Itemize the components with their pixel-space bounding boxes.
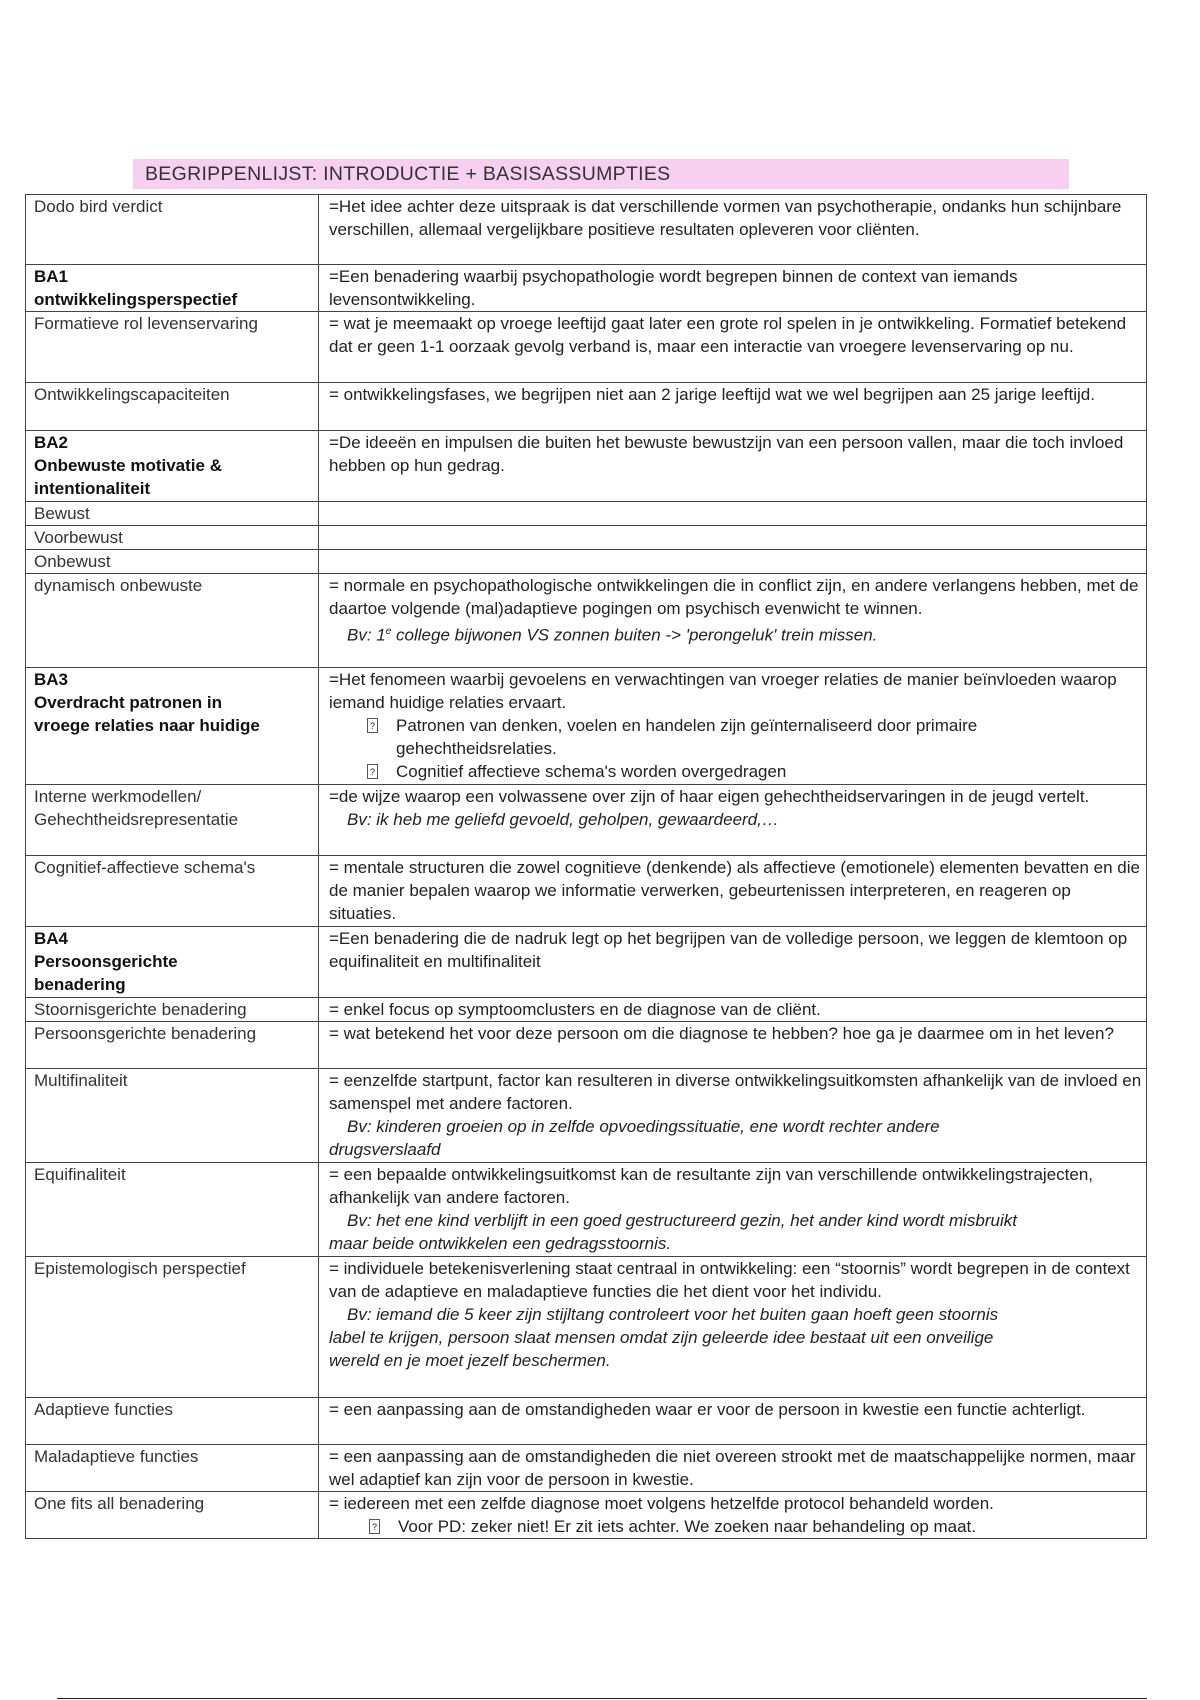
table-row xyxy=(26,526,1147,550)
table-row xyxy=(26,502,1147,526)
bullet-box-icon: ? xyxy=(367,764,378,779)
definition-text: = eenzelfde startpunt, factor kan resulteren in diverse ontwikkelingsuitkomsten afhankelijk van de invloed en samenspel met andere factoren. xyxy=(329,1071,1142,1113)
section-name-cont: vroege relaties naar huidige xyxy=(34,716,260,735)
definition-text: =Het fenomeen waarbij gevoelens en verwachtingen van vroeger relaties de manier beïnvloeden waarop iemand huidige relaties ervaart. xyxy=(329,670,1117,712)
definition-cell xyxy=(319,1492,1147,1539)
section-code: BA1 xyxy=(34,267,69,286)
term-line: Gehechtheidsrepresentatie xyxy=(34,810,239,829)
section-code: BA3 xyxy=(34,670,69,689)
example-sup: e xyxy=(385,626,392,637)
definition-text: = een bepaalde ontwikkelingsuitkomst kan de resultante zijn van verschillende ontwikkelingstrajecten, afhankelijk van andere factoren. xyxy=(329,1165,1094,1207)
term-cell xyxy=(26,927,319,998)
definition-cell xyxy=(319,550,1147,574)
table-row xyxy=(26,1398,1147,1445)
definition-cell: =De ideeën en impulsen die buiten het bewuste bewustzijn van een persoon vallen, maar die toch invloed hebben op hun gedrag. xyxy=(319,431,1147,502)
table-row xyxy=(26,312,1147,383)
term-cell: Ontwikkelingscapaciteiten xyxy=(26,383,319,431)
page-title: BEGRIPPENLIJST: INTRODUCTIE + BASISASSUMPTIES xyxy=(133,159,1069,189)
section-name: Overdracht patronen in xyxy=(34,693,222,712)
example-text: Bv: ik heb me geliefd gevoeld, geholpen, gewaardeerd,… xyxy=(347,810,779,829)
table-row xyxy=(26,1163,1147,1257)
definition-cell: =Een benadering die de nadruk legt op het begrijpen van de volledige persoon, we leggen de klemtoon op equifinaliteit en multifinaliteit xyxy=(319,927,1147,998)
example-text: Bv: iemand die 5 keer zijn stijltang controleert voor het buiten gaan hoeft geen stoornis xyxy=(347,1305,999,1324)
term-cell: Formatieve rol levenservaring xyxy=(26,312,319,383)
term-cell xyxy=(26,668,319,785)
definition-text: = iedereen met een zelfde diagnose moet volgens hetzelfde protocol behandeld worden. xyxy=(329,1494,994,1513)
table-row xyxy=(26,574,1147,668)
definition-text: =de wijze waarop een volwassene over zijn of haar eigen gehechtheidservaringen in de jeugd vertelt. xyxy=(329,787,1090,806)
term-cell: Persoonsgerichte benadering xyxy=(26,1022,319,1069)
bullet-box-icon: ? xyxy=(367,718,378,733)
term-cell xyxy=(26,431,319,502)
example-text xyxy=(329,620,1142,647)
section-name: Onbewuste motivatie & xyxy=(34,456,222,475)
definition-cell xyxy=(319,526,1147,550)
table-row xyxy=(26,927,1147,998)
table-row xyxy=(26,1492,1147,1539)
example-prefix: Bv: 1 xyxy=(347,625,386,645)
term-cell xyxy=(26,265,319,312)
table-row xyxy=(26,550,1147,574)
section-name: Persoonsgerichte xyxy=(34,952,178,971)
example-suffix: college bijwonen VS zonnen buiten -> 'perongeluk' trein missen. xyxy=(391,625,878,645)
bullet-text: Voor PD: zeker niet! Er zit iets achter. We zoeken naar behandeling op maat. xyxy=(398,1517,977,1536)
definition-cell xyxy=(319,1069,1147,1163)
term-cell: Stoornisgerichte benadering xyxy=(26,998,319,1022)
example-text-cont: label te krijgen, persoon slaat mensen omdat zijn geleerde idee bestaat uit een onveilige xyxy=(329,1328,994,1347)
term-line: Interne werkmodellen/ xyxy=(34,787,202,806)
glossary-table xyxy=(25,194,1147,1539)
table-row xyxy=(26,1022,1147,1069)
term-cell: Maladaptieve functies xyxy=(26,1445,319,1492)
definition-cell xyxy=(319,785,1147,856)
definition-cell xyxy=(319,1163,1147,1257)
example-text-cont: wereld en je moet jezelf beschermen. xyxy=(329,1351,611,1370)
table-row xyxy=(26,265,1147,312)
definition-cell: = een aanpassing aan de omstandigheden die niet overeen strookt met de maatschappelijke normen, maar wel adaptief kan zijn voor de persoon in kwestie. xyxy=(319,1445,1147,1492)
term-cell: Dodo bird verdict xyxy=(26,195,319,265)
table-row xyxy=(26,998,1147,1022)
section-code: BA4 xyxy=(34,929,69,948)
section-name-cont: benadering xyxy=(34,975,126,994)
bullet-box-icon: ? xyxy=(369,1519,380,1534)
table-row xyxy=(26,856,1147,927)
definition-cell xyxy=(319,502,1147,526)
table-row xyxy=(26,1257,1147,1398)
section-name: ontwikkelingsperspectief xyxy=(34,290,238,309)
term-cell: Multifinaliteit xyxy=(26,1069,319,1163)
definition-cell: =Een benadering waarbij psychopathologie wordt begrepen binnen de context van iemands levensontwikkeling. xyxy=(319,265,1147,312)
section-name-cont: intentionaliteit xyxy=(34,479,151,498)
definition-cell: = mentale structuren die zowel cognitieve (denkende) als affectieve (emotionele) elementen bevatten en die de manier bepalen waarop we informatie verwerken, gebeurtenissen interpreteren, en reageren op situaties. xyxy=(319,856,1147,927)
definition-cell: = wat je meemaakt op vroege leeftijd gaat later een grote rol spelen in je ontwikkeling. Formatief betekend dat er geen 1-1 oorzaak gevolg verband is, maar een interactie van vroegere levenservaring op nu. xyxy=(319,312,1147,383)
table-row xyxy=(26,668,1147,785)
table-row xyxy=(26,1069,1147,1163)
definition-cell: = een aanpassing aan de omstandigheden waar er voor de persoon in kwestie een functie achterligt. xyxy=(319,1398,1147,1445)
list-item xyxy=(329,760,1142,783)
term-cell: Voorbewust xyxy=(26,526,319,550)
term-cell: One fits all benadering xyxy=(26,1492,319,1539)
definition-cell xyxy=(319,574,1147,668)
definition-text: = individuele betekenisverlening staat centraal in ontwikkeling: een “stoornis” wordt begrepen in de context van de adaptieve en maladaptieve functies die het dient voor het individu. xyxy=(329,1259,1130,1301)
bullet-text: Patronen van denken, voelen en handelen zijn geïnternaliseerd door primaire gehechtheidsrelaties. xyxy=(396,716,978,758)
definition-cell: = ontwikkelingsfases, we begrijpen niet aan 2 jarige leeftijd wat we wel begrijpen aan 25 jarige leeftijd. xyxy=(319,383,1147,431)
term-cell: Adaptieve functies xyxy=(26,1398,319,1445)
term-cell: Bewust xyxy=(26,502,319,526)
term-cell: Onbewust xyxy=(26,550,319,574)
example-text: Bv: kinderen groeien op in zelfde opvoedingssituatie, ene wordt rechter andere xyxy=(347,1117,940,1136)
definition-cell: =Het idee achter deze uitspraak is dat verschillende vormen van psychotherapie, ondanks hun schijnbare verschillen, allemaal vergelijkbare positieve resultaten opleveren voor cliënten. xyxy=(319,195,1147,265)
definition-text: = normale en psychopathologische ontwikkelingen die in conflict zijn, en andere verlangens hebben, met de daartoe volgende (mal)adaptieve pogingen om psychisch evenwicht te winnen. xyxy=(329,576,1139,618)
table-row xyxy=(26,431,1147,502)
example-text: Bv: het ene kind verblijft in een goed gestructureerd gezin, het ander kind wordt misbruikt xyxy=(347,1211,1017,1230)
table-row xyxy=(26,1445,1147,1492)
example-text-cont: maar beide ontwikkelen een gedragsstoornis. xyxy=(329,1234,672,1253)
list-item xyxy=(329,714,1142,760)
definition-cell: = wat betekend het voor deze persoon om die diagnose te hebben? hoe ga je daarmee om in het leven? xyxy=(319,1022,1147,1069)
section-code: BA2 xyxy=(34,433,69,452)
footer-divider xyxy=(57,1698,1147,1699)
definition-cell xyxy=(319,1257,1147,1398)
term-cell: dynamisch onbewuste xyxy=(26,574,319,668)
term-cell xyxy=(26,785,319,856)
bullet-text: Cognitief affectieve schema's worden overgedragen xyxy=(396,762,787,781)
table-row xyxy=(26,785,1147,856)
table-row xyxy=(26,383,1147,431)
definition-cell: = enkel focus op symptoomclusters en de diagnose van de cliënt. xyxy=(319,998,1147,1022)
example-text-cont: drugsverslaafd xyxy=(329,1140,441,1159)
table-row xyxy=(26,195,1147,265)
definition-cell xyxy=(319,668,1147,785)
term-cell: Epistemologisch perspectief xyxy=(26,1257,319,1398)
term-cell: Equifinaliteit xyxy=(26,1163,319,1257)
term-cell: Cognitief-affectieve schema's xyxy=(26,856,319,927)
list-item xyxy=(329,1515,1142,1538)
